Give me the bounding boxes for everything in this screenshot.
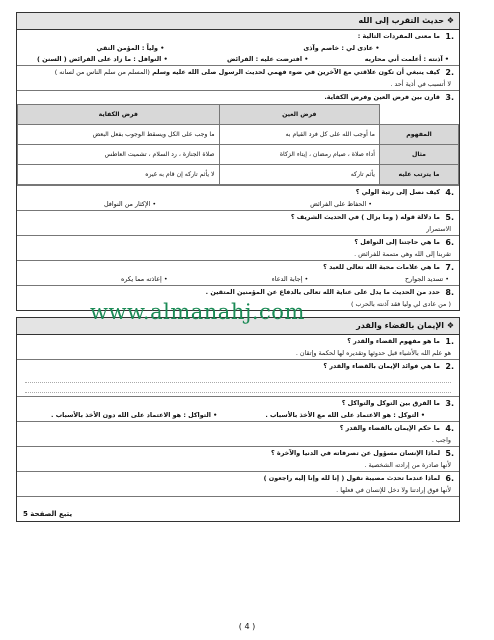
question-text: لماذا عندما تحدث مصيبة نقول ( إنا لله وإنا إليه راجعون ): [263, 474, 440, 482]
question-number: 4.: [445, 188, 454, 197]
question-6: [17, 236, 459, 261]
answer-item: • إجابة الدعاء: [168, 275, 309, 283]
question-text: قارن بين فرض العين وفرض الكفاية.: [324, 93, 440, 101]
answer: لأنها فوق إرادتنا ولا دخل للإنسان في فعلها .: [336, 486, 451, 494]
question-2: [17, 66, 459, 91]
question-number: 4.: [445, 424, 454, 433]
answer-item: • النوافل : ما زاد على الفرائض ( السنن ): [27, 55, 168, 63]
question-text: ما الفرق بين التوكل والتواكل ؟: [341, 399, 440, 407]
answer-item: • افترضت عليه : الفرائض: [168, 55, 309, 63]
question-text: لماذا الإنسان مسؤول عن تصرفاته في الدنيا والآخرة ؟: [270, 449, 440, 457]
question-5: [17, 211, 459, 236]
answer-item: • عادى لي : خاصم وآذى: [303, 44, 379, 52]
question-5: [17, 447, 459, 472]
answer: لا أتسبب في أذية أحد .: [390, 80, 451, 88]
section-hadith: [16, 12, 460, 311]
question-number: 5.: [445, 213, 454, 222]
answer: واجب .: [431, 436, 451, 444]
question-1: [17, 335, 459, 360]
answer-item: • آذنته : أعلمت أني محاربه: [308, 55, 449, 63]
question-text: ما حكم الإيمان بالقضاء والقدر ؟: [339, 424, 440, 432]
question-number: 7.: [445, 263, 454, 272]
answer: هو علم الله بالأشياء قبل حدوثها وتقديره لها لحكمة وإتقان .: [295, 349, 451, 357]
question-text: ما هو مفهوم القضاء والقدر ؟: [347, 337, 440, 345]
answer: الاستمرار: [426, 225, 451, 233]
answer: لأنها صادرة من إرادته الشخصية .: [364, 461, 451, 469]
question-number: 3.: [445, 93, 454, 102]
answer-item: • إعاذته مما يكره: [27, 275, 168, 283]
answer-item: • ولياً : المؤمن التقي: [97, 44, 165, 52]
question-number: 6.: [445, 474, 454, 483]
page-number: ( 4 ): [238, 622, 256, 631]
answer-item: • الحفاظ على الفرائض: [310, 200, 372, 208]
section-qadar: [16, 317, 460, 522]
answer-item: • التواكل : هو الاعتماد على الله دون الأخذ بالأسباب .: [51, 411, 217, 419]
question-text: ما معنى المفردات التالية :: [357, 32, 440, 40]
question-number: 1.: [445, 32, 454, 41]
question-1: [17, 30, 459, 66]
answer: تقربنا إلى الله وهي متممة للفرائض .: [354, 250, 451, 258]
question-number: 2.: [445, 68, 454, 77]
question-number: 6.: [445, 238, 454, 247]
table-row: مثال أداء صلاة ، صيام رمضان ، إيتاء الزكاة صلاة الجنازة ، رد السلام ، تشميت العاطس: [18, 145, 459, 165]
answer-item: • التوكل : هو الاعتماد على الله مع الأخذ بالأسباب .: [265, 411, 425, 419]
section-title: ❖ حديث التقرب إلى الله: [17, 13, 459, 30]
question-4: [17, 186, 459, 211]
question-text: ما هي علامات محبة الله تعالى للعبد ؟: [323, 263, 440, 271]
answer: ( من عادى لي وليا فقد آذنته بالحرب ): [350, 300, 451, 308]
watermark: www.almanahj.com: [90, 300, 305, 324]
comparison-table: [17, 104, 459, 185]
question-text: كيف نصل إلى رتبة الولي ؟: [355, 188, 440, 196]
continue-note: يتبع الصفحة 5: [23, 510, 73, 518]
table-row: المفهوم ما أوجب الله على كل فرد القيام به ما وجب على الكل ويسقط الوجوب بفعل البعض: [18, 125, 459, 145]
question-number: 2.: [445, 362, 454, 371]
question-number: 1.: [445, 337, 454, 346]
question-2: [17, 360, 459, 397]
question-4: [17, 422, 459, 447]
question-number: 5.: [445, 449, 454, 458]
answer-item: • الإكثار من النوافل: [104, 200, 156, 208]
question-number: 3.: [445, 399, 454, 408]
question-7: [17, 261, 459, 286]
table-header: فرض العين: [219, 105, 379, 125]
question-text: ما هي فوائد الإيمان بالقضاء والقدر ؟: [323, 362, 440, 370]
table-header: فرض الكفاية: [18, 105, 220, 125]
section-title: ❖ الإيمان بالقضاء والقدر: [17, 318, 459, 335]
question-number: 8.: [445, 288, 454, 297]
question-6: [17, 472, 459, 497]
table-row: ما يترتب عليه يأثم تاركه لا يأثم تاركه إن قام به غيره: [18, 165, 459, 185]
question-text: كيف ينبغي أن تكون علاقتي مع الآخرين في ضوء فهمي لحديث الرسول صلى الله عليه وسلم: [152, 68, 440, 76]
question-3: [17, 91, 459, 186]
question-hint: (المسلم من سلم الناس من لسانه ): [54, 68, 150, 76]
answer-item: • تسديد الجوارح: [308, 275, 449, 283]
question-text: ما دلالة قوله ( وما يزال ) في الحديث الشريف ؟: [290, 213, 440, 221]
question-3: [17, 397, 459, 422]
question-text: حدد من الحديث ما يدل على عناية الله تعالى بالدفاع عن المؤمنين المتقين .: [205, 288, 440, 296]
question-text: ما هي حاجتنا إلى النوافل ؟: [354, 238, 440, 246]
